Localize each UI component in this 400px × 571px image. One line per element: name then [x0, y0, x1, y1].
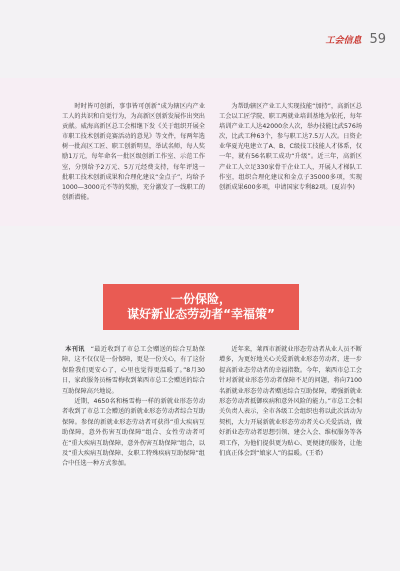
article-body: [62, 345, 362, 470]
magazine-brand: 工会信息: [325, 36, 362, 46]
article-right-column: [219, 345, 362, 470]
top-left-column: [62, 102, 205, 203]
page-header: [325, 32, 386, 47]
article-paragraph: 近年来，莱西市新就业形态劳动者从业人员不断增多，为更好地关心关爱新就业形态劳动者，进一步提高新业态劳动者的幸福指数。今年，莱西市总工会针对新就业形态劳动者保障不足的问题，将向7100名新就业形态劳动者赠送综合互助保障，增强新就业形态劳动者抵御疾病和意外风险的能力。”市总工会相关负责人表示，全市各级工会组织也将以此次活动为契机，大力开展新就业形态劳动者关心关爱活动，做好新业态劳动者思想引领、建会入会、维权服务等各项工作，为他们提供更为贴心、更便捷的服务，让他们真正体会到“娘家人”的温暖。(王希): [219, 346, 362, 458]
top-right-paragraph: 为帮助辖区产业工人实现技能“加持”，高新区总工会以工匠学院、职工两就业培训基地为依托，每年培训产业工人达42000余人次，举办技能比武576场次，比武工种63个，参与职工达7.5万人次。日资企业华夏光电建立了A、B、C级技工技能人才体系，仅一年，就有56名职工成功“升级”。近三年，高新区产业工人立足330家骨干企业工人，开展人才梯队工作室，组织合理化建议和金点子35000多项，实现创新成果600多项，申请国家专利82项。(夏岩李): [219, 103, 362, 191]
article-title-line2: 谋好新业态劳动者“幸福策”: [127, 307, 275, 321]
byline: 本刊讯: [65, 346, 85, 353]
top-section: [62, 102, 362, 203]
article-paragraph: 近期，4650名和杨雪梅一样的新就业形态劳动者收到了市总工会赠送的新就业形态劳动者综合互助保障。参保的新就业形态劳动者可获得“重大疾病互助保障，意外伤害互助保障”组合、女性劳动者可在“重大疾病互助保障，意外伤害互助保障”组合，以及“重大疾病互助保障、女职工特殊疾病互助保障”组合中任选一种方式参加。: [62, 398, 205, 468]
article-left-column: [62, 345, 205, 470]
page-number: 59: [369, 32, 386, 47]
article-title-line1: 一份保险，: [170, 292, 231, 306]
article-title-box: [103, 284, 299, 330]
article-paragraph: “最近收到了市总工会赠送的综合互助保障，这不仅仅是一份保障，更是一份关心，有了这份保险我们更安心了，心里也觉得更温暖了。”8月30日，家政服务员杨雪梅收到莱西市总工会赠送的综合互助保障高兴地说。: [62, 346, 205, 395]
article-lead-paragraph: [62, 345, 205, 397]
top-left-paragraph: 时时皆可创新，事事皆可创新”成为辖区内产业工人的共识和自觉行为，为高新区创新发展作出突出贡献。威海高新区总工会相继下发《关于组织开展全市职工技术创新竞赛活动的意见》等文件，每两年选树一批高区工匠、职工创新明星，举试名师，每人奖励1万元，每年命名一批区级创新工作室、示范工作室，分别给予2万元、5万元经费支持，每年评选一批职工技术创新成果和合理化建议“金点子”，均给予1000—3000元不等的奖励，充分激发了一线职工的创新潜能。: [62, 103, 205, 201]
top-right-column: [219, 102, 362, 203]
